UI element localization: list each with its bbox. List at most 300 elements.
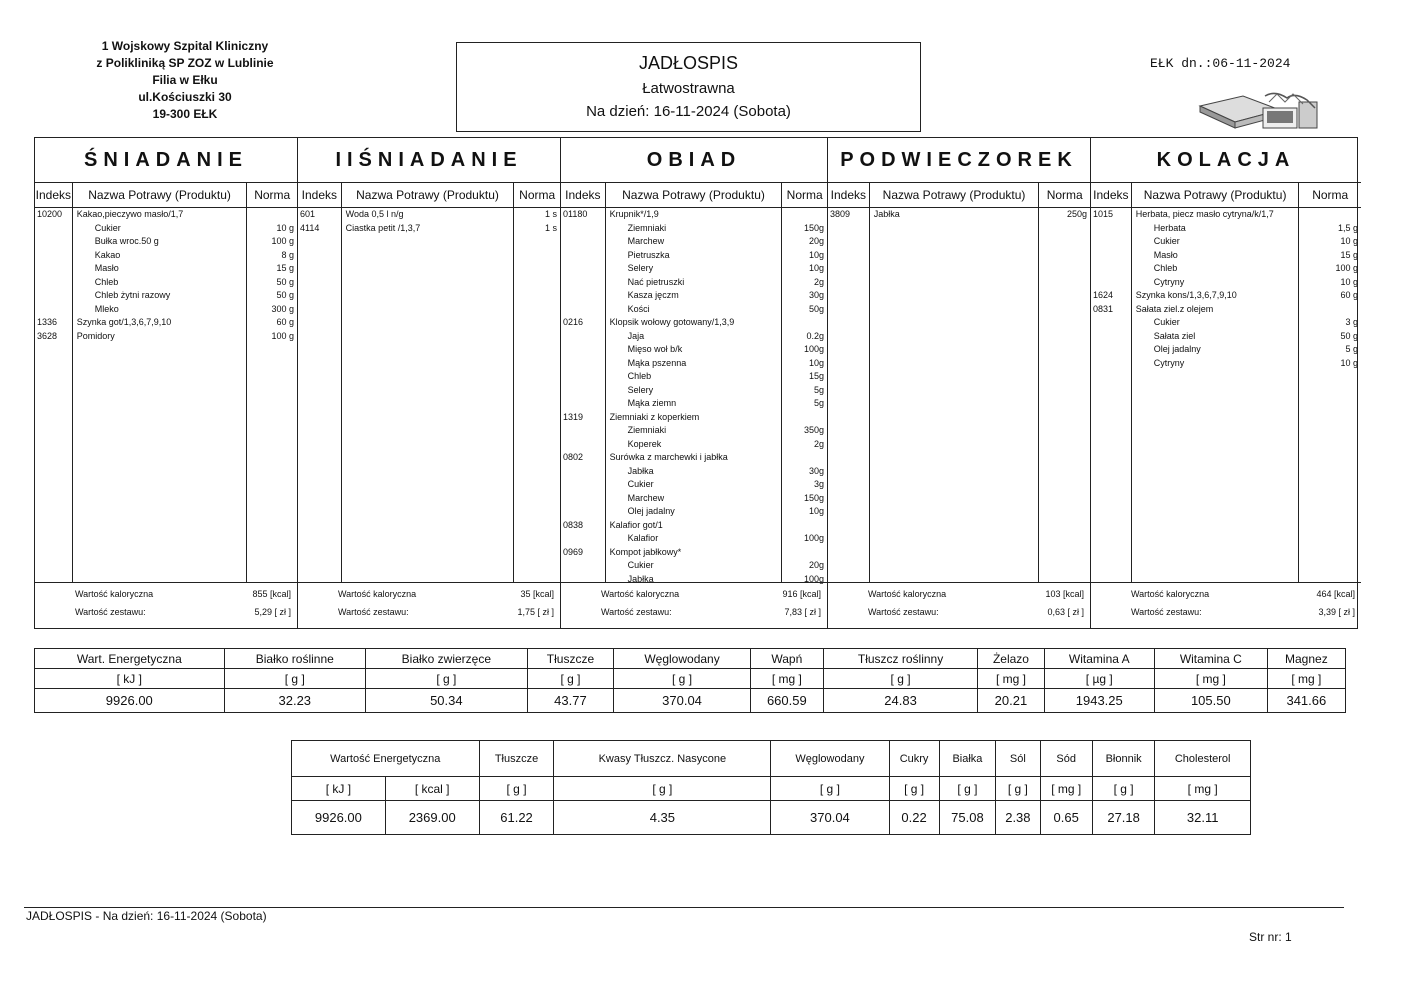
ingredient-name: Cytryny [1153,276,1185,287]
dish-norm: 300 g [271,303,295,314]
energy-header: Wartość Energetyczna [292,741,480,777]
norm-column [514,208,560,582]
dish-index: 0838 [563,519,584,530]
calorie-label: Wartość kaloryczna [1131,589,1210,599]
nutrient-header: Cukry [889,741,939,777]
dish-norm: 60 g [276,317,295,327]
dish-index [35,235,72,249]
ingredient-name: Mąka pszenna [627,357,687,368]
nutrient-header: Białko zwierzęce [366,649,528,669]
nutrition-table-1 [34,648,1346,713]
nutrient-unit: [ g ] [889,777,939,801]
column-header-name: Nazwa Potrawy (Produktu) [606,183,783,207]
nutrient-header: Kwasy Tłuszcz. Nasycone [554,741,771,777]
nutrient-value: 61.22 [479,801,554,835]
cost-value: 5,29 [ zł ] [254,607,291,617]
dish-name: Ziemniaki z koperkiem [609,411,700,422]
calorie-value: 855 [kcal] [252,589,291,599]
nutrient-header: Tłuszcze [479,741,554,777]
dish-index: 01180 [563,209,588,219]
index-column [561,208,606,582]
column-header-index: Indeks [298,183,342,207]
dish-norm [782,546,827,560]
meal-section [298,138,561,628]
dish-index [35,222,72,236]
meal-title: IIŚNIADANIE [298,138,560,183]
dish-index [561,397,605,411]
ingredient-name: Chleb [1153,263,1178,273]
nutrient-value: 0.22 [889,801,939,835]
dish-index [35,249,72,263]
nutrient-header: Sól [996,741,1040,777]
nutrient-header: Wart. Energetyczna [35,649,225,669]
dish-norm: 15 g [1340,249,1358,260]
hospital-line: z Polikliniką SP ZOZ w Lublinie [96,56,274,70]
dish-index [561,343,605,357]
ingredient-name: Cukier [1153,236,1180,246]
dish-norm [1299,303,1361,317]
column-header-norm: Norma [254,188,291,202]
cost-value: 3,39 [ zł ] [1318,607,1355,617]
dish-index: 1015 [1093,209,1114,219]
dish-norm [782,519,827,533]
dish-index [1091,222,1131,236]
dish-norm [1299,208,1361,222]
cost-label: Wartość zestawu: [601,607,672,617]
ingredient-name: Ziemniaki [627,222,667,233]
nutrient-header: Tłuszcz roślinny [823,649,978,669]
dish-norm [782,411,827,425]
ingredient-name: Jaja [627,330,645,341]
dish-index: 1336 [37,317,58,327]
cost-label: Wartość zestawu: [75,607,146,617]
dish-index [561,559,605,573]
dish-index: 4114 [300,222,320,233]
dish-index: 1319 [563,411,584,422]
dish-norm: 60 g [1340,290,1358,300]
print-date: EŁK dn.:06-11-2024 [1150,56,1291,71]
nutrient-unit: [ g ] [554,777,771,801]
dish-norm [247,208,297,222]
ingredient-name: Bułka wroc.50 g [94,236,159,246]
norm-column [1039,208,1090,582]
ingredient-name: Mąka ziemn [627,398,677,408]
nutrient-value: 32.23 [224,689,365,713]
dish-norm: 50g [808,303,824,314]
index-column [828,208,870,582]
meal-title: KOLACJA [1091,138,1361,183]
dish-name: Ciastka petit /1,3,7 [345,222,421,233]
meal-title: OBIAD [561,138,827,183]
dish-norm: 15g [808,371,824,381]
nutrient-value: 0.65 [1040,801,1092,835]
ingredient-name: Marchew [627,236,665,246]
ingredient-name: Cukier [627,479,654,489]
ingredient-name: Mleko [94,303,119,314]
menu-grid [34,137,1358,629]
dish-norm: 100 g [271,330,295,341]
nutrient-value: 9926.00 [35,689,225,713]
column-header-norm: Norma [1046,188,1083,202]
dish-norm: 50 g [1340,330,1358,341]
dish-norm: 1,5 g [1337,222,1358,233]
nutrient-unit: [ mg ] [1155,777,1251,801]
dish-index [1091,249,1131,263]
dish-index [561,330,605,344]
dish-norm: 3g [813,479,824,489]
footer-title: JADŁOSPIS - Na dzień: 16-11-2024 (Sobota) [26,909,267,923]
ingredient-name: Olej jadalny [1153,344,1201,354]
dish-name: Krupnik*/1,9 [609,209,659,219]
dish-norm: 150g [803,222,824,233]
meal-section [561,138,828,628]
dish-norm: 5g [813,398,824,408]
ingredient-name: Selery [627,263,654,273]
nutrient-header: Białko roślinne [224,649,365,669]
meal-title: ŚNIADANIE [35,138,297,183]
index-column [35,208,73,582]
ingredient-name: Selery [627,384,654,395]
meal-title: PODWIECZOREK [828,138,1090,183]
nutrient-unit: [ mg ] [1267,669,1345,689]
nutrient-unit: [ g ] [996,777,1040,801]
dish-name: Jabłka [873,209,900,219]
meal-section [1091,138,1361,628]
cost-label: Wartość zestawu: [338,607,409,617]
dish-index [1091,262,1131,276]
hospital-line: 1 Wojskowy Szpital Kliniczny [101,39,269,53]
dish-name: Surówka z marchewki i jabłka [609,452,728,462]
nutrient-value: 75.08 [939,801,996,835]
name-column [73,208,248,582]
index-column [1091,208,1132,582]
dish-norm: 10 g [1340,236,1358,246]
title-box [456,42,921,132]
dish-norm: 350g [803,425,824,435]
dish-norm: 10 g [1340,357,1358,368]
hospital-address [60,38,310,123]
column-header-index: Indeks [828,183,870,207]
dish-norm: 50 g [276,276,295,287]
name-column [1132,208,1300,582]
dish-index [561,532,605,546]
column-header-name: Nazwa Potrawy (Produktu) [1132,183,1300,207]
dish-index: 0969 [563,546,584,557]
index-column [298,208,342,582]
ingredient-name: Chleb [94,276,119,287]
nutrient-unit: [ µg ] [1044,669,1154,689]
dish-norm: 2g [813,276,824,287]
dish-index [1091,343,1131,357]
ingredient-name: Mięso woł b/k [627,344,683,354]
nutrient-header: Białka [939,741,996,777]
nutrient-unit: [ g ] [939,777,996,801]
nutrient-header: Tłuszcze [527,649,614,669]
dish-norm: 150g [803,492,824,503]
nutrient-value: 370.04 [614,689,751,713]
nutrient-unit: [ mg ] [750,669,823,689]
column-header-index: Indeks [35,183,73,207]
nutrient-unit: [ kJ ] [292,777,386,801]
dish-norm: 10g [808,506,824,516]
nutrient-unit: [ g ] [823,669,978,689]
column-header-index: Indeks [1091,183,1132,207]
ingredient-name: Masło [94,263,119,273]
dish-index: 601 [300,209,316,219]
dish-norm: 3 g [1345,317,1358,327]
name-column [870,208,1040,582]
dish-index [561,438,605,452]
dish-norm: 2g [813,438,824,449]
dish-index [561,478,605,492]
dish-index [561,276,605,290]
nutrient-header: Wapń [750,649,823,669]
dish-index [1091,330,1131,344]
nutrient-unit: [ g ] [771,777,889,801]
dish-index [561,303,605,317]
dish-norm [782,316,827,330]
dish-index [561,249,605,263]
column-header-name: Nazwa Potrawy (Produktu) [342,183,515,207]
calorie-value: 464 [kcal] [1316,589,1355,599]
nutrient-value: 32.11 [1155,801,1251,835]
nutrient-header: Cholesterol [1155,741,1251,777]
dish-norm: 1 s [544,209,557,219]
dish-index [561,370,605,384]
ingredient-name: Herbata [1153,222,1186,233]
ingredient-name: Kalafior [627,533,659,543]
dish-index [1091,235,1131,249]
nutrient-value: 2.38 [996,801,1040,835]
dish-index: 10200 [37,209,63,219]
nutrient-unit: [ mg ] [978,669,1044,689]
nutrient-unit: [ mg ] [1154,669,1267,689]
dish-norm: 5 g [1345,344,1358,354]
dish-index [561,222,605,236]
meal-summary [561,582,827,629]
dish-norm: 8 g [281,249,295,260]
dish-name: Kompot jabłkowy* [609,546,682,557]
meal-summary [1091,582,1361,629]
nutrient-value: 24.83 [823,689,978,713]
nutrient-header: Błonnik [1092,741,1155,777]
dish-name: Kalafior got/1 [609,519,663,530]
nutrient-header: Węglowodany [614,649,751,669]
ingredient-name: Olej jadalny [627,506,675,516]
dish-index [1091,276,1131,290]
calorie-label: Wartość kaloryczna [338,589,417,599]
dish-norm: 50 g [276,290,295,300]
dish-norm: 20g [808,236,824,246]
ingredient-name: Sałata ziel [1153,330,1196,341]
norm-column [247,208,297,582]
dish-index [1091,316,1131,330]
dish-index [35,303,72,317]
page-number: Str nr: 1 [1249,930,1292,944]
dish-index [561,235,605,249]
dish-name: Szynka kons/1,3,6,7,9,10 [1135,290,1237,300]
dish-norm: 10 g [276,222,295,233]
dish-norm: 100 g [1335,263,1358,273]
dish-norm: 30g [808,290,824,300]
nutrient-header: Witamina A [1044,649,1154,669]
calorie-value: 35 [kcal] [520,589,554,599]
column-header-name: Nazwa Potrawy (Produktu) [870,183,1040,207]
ingredient-name: Jabłka [627,573,654,584]
dish-norm: 30g [808,465,824,476]
dish-name: Szynka got/1,3,6,7,9,10 [76,317,172,327]
column-header-index: Indeks [561,183,606,207]
nutrient-unit: [ g ] [614,669,751,689]
book-computer-icon [1195,88,1325,134]
dish-name: Kakao,pieczywo masło/1,7 [76,209,184,219]
dish-index [1091,357,1131,371]
nutrient-value: 27.18 [1092,801,1155,835]
norm-column [1299,208,1361,582]
dish-index: 0831 [1093,303,1114,314]
nutrient-value: 370.04 [771,801,889,835]
dish-index [561,357,605,371]
cost-label: Wartość zestawu: [868,607,939,617]
nutrient-unit: [ g ] [224,669,365,689]
diet-name: Łatwostrawna [642,80,735,97]
calorie-value: 103 [kcal] [1045,589,1084,599]
ingredient-name: Jabłka [627,465,654,476]
dish-index: 3628 [37,330,58,341]
ingredient-name: Pietruszka [627,249,670,260]
ingredient-name: Kakao [94,249,121,260]
name-column [342,208,515,582]
ingredient-name: Masło [1153,249,1178,260]
ingredient-name: Chleb [627,371,652,381]
dish-norm: 10g [808,263,824,273]
nutrient-unit: [ g ] [366,669,528,689]
nutrient-value: 50.34 [366,689,528,713]
hospital-line: Filia w Ełku [152,73,218,87]
nutrient-unit: [ kJ ] [35,669,225,689]
column-header-name: Nazwa Potrawy (Produktu) [73,183,248,207]
nutrient-unit: [ g ] [527,669,614,689]
ingredient-name: Koperek [627,438,662,449]
ingredient-name: Kości [627,303,650,314]
dish-index: 0216 [563,317,584,327]
nutrient-header: Węglowodany [771,741,889,777]
dish-name: Woda 0,5 l n/g [345,209,404,219]
dish-name: Herbata, piecz masło cytryna/k/1,7 [1135,209,1274,219]
dish-norm: 100g [803,344,824,354]
nutrient-value: 43.77 [527,689,614,713]
nutrient-value: 660.59 [750,689,823,713]
cost-value: 0,63 [ zł ] [1047,607,1084,617]
ingredient-name: Chleb żytni razowy [94,290,171,300]
dish-norm: 10g [808,357,824,368]
column-header-norm: Norma [1312,188,1349,202]
footer-divider [24,907,1344,908]
hospital-line: ul.Kościuszki 30 [138,90,232,104]
norm-column [782,208,827,582]
nutrient-value: 2369.00 [385,801,479,835]
nutrient-header: Magnez [1267,649,1345,669]
dish-norm: 250g [1066,209,1087,219]
meal-summary [35,582,297,629]
dish-index: 3809 [830,209,851,219]
ingredient-name: Cytryny [1153,357,1185,368]
calorie-label: Wartość kaloryczna [868,589,947,599]
dish-index [561,289,605,303]
cost-value: 1,75 [ zł ] [517,607,554,617]
calorie-label: Wartość kaloryczna [601,589,680,599]
hospital-line: 19-300 EŁK [152,107,218,121]
meal-summary [298,582,560,629]
nutrient-value: 20.21 [978,689,1044,713]
dish-norm: 10 g [1340,276,1358,287]
dish-norm: 10g [808,249,824,260]
dish-index [561,384,605,398]
cost-value: 7,83 [ zł ] [784,607,821,617]
name-column [606,208,783,582]
nutrient-value: 341.66 [1267,689,1345,713]
nutrient-value: 4.35 [554,801,771,835]
cost-label: Wartość zestawu: [1131,607,1202,617]
nutrient-header: Żelazo [978,649,1044,669]
dish-index [35,276,72,290]
dish-norm: 20g [808,560,824,570]
dish-norm: 100g [803,573,824,584]
dish-index [561,465,605,479]
dish-index [561,505,605,519]
meal-section [35,138,298,628]
nutrient-header: Witamina C [1154,649,1267,669]
dish-index [35,289,72,303]
dish-norm: 100 g [271,236,295,246]
ingredient-name: Cukier [94,222,121,233]
dish-name: Sałata ziel.z olejem [1135,303,1214,314]
dish-index: 1624 [1093,290,1114,300]
nutrient-unit: [ g ] [479,777,554,801]
meal-summary [828,582,1090,629]
nutrient-header: Sód [1040,741,1092,777]
ingredient-name: Marchew [627,492,665,503]
calorie-value: 916 [kcal] [782,589,821,599]
calorie-label: Wartość kaloryczna [75,589,154,599]
nutrient-value: 105.50 [1154,689,1267,713]
page-title: JADŁOSPIS [638,53,739,73]
dish-index [561,492,605,506]
column-header-norm: Norma [519,188,556,202]
dish-norm [782,451,827,465]
column-header-norm: Norma [786,188,823,202]
dish-norm: 100g [803,533,824,543]
nutrient-unit: [ kcal ] [385,777,479,801]
ingredient-name: Nać pietruszki [627,276,685,287]
dish-norm [782,208,827,222]
nutrient-value: 1943.25 [1044,689,1154,713]
nutrient-value: 9926.00 [292,801,386,835]
dish-norm: 0.2g [806,330,824,341]
nutrient-unit: [ mg ] [1040,777,1092,801]
ingredient-name: Cukier [627,560,654,570]
dish-norm: 15 g [276,263,295,273]
dish-norm: 1 s [544,222,557,233]
ingredient-name: Cukier [1153,317,1180,327]
dish-name: Klopsik wołowy gotowany/1,3,9 [609,317,735,327]
menu-date: Na dzień: 16-11-2024 (Sobota) [586,103,791,120]
ingredient-name: Ziemniaki [627,425,667,435]
dish-index [35,262,72,276]
meal-section [828,138,1091,628]
dish-index [561,424,605,438]
dish-name: Pomidory [76,330,115,341]
